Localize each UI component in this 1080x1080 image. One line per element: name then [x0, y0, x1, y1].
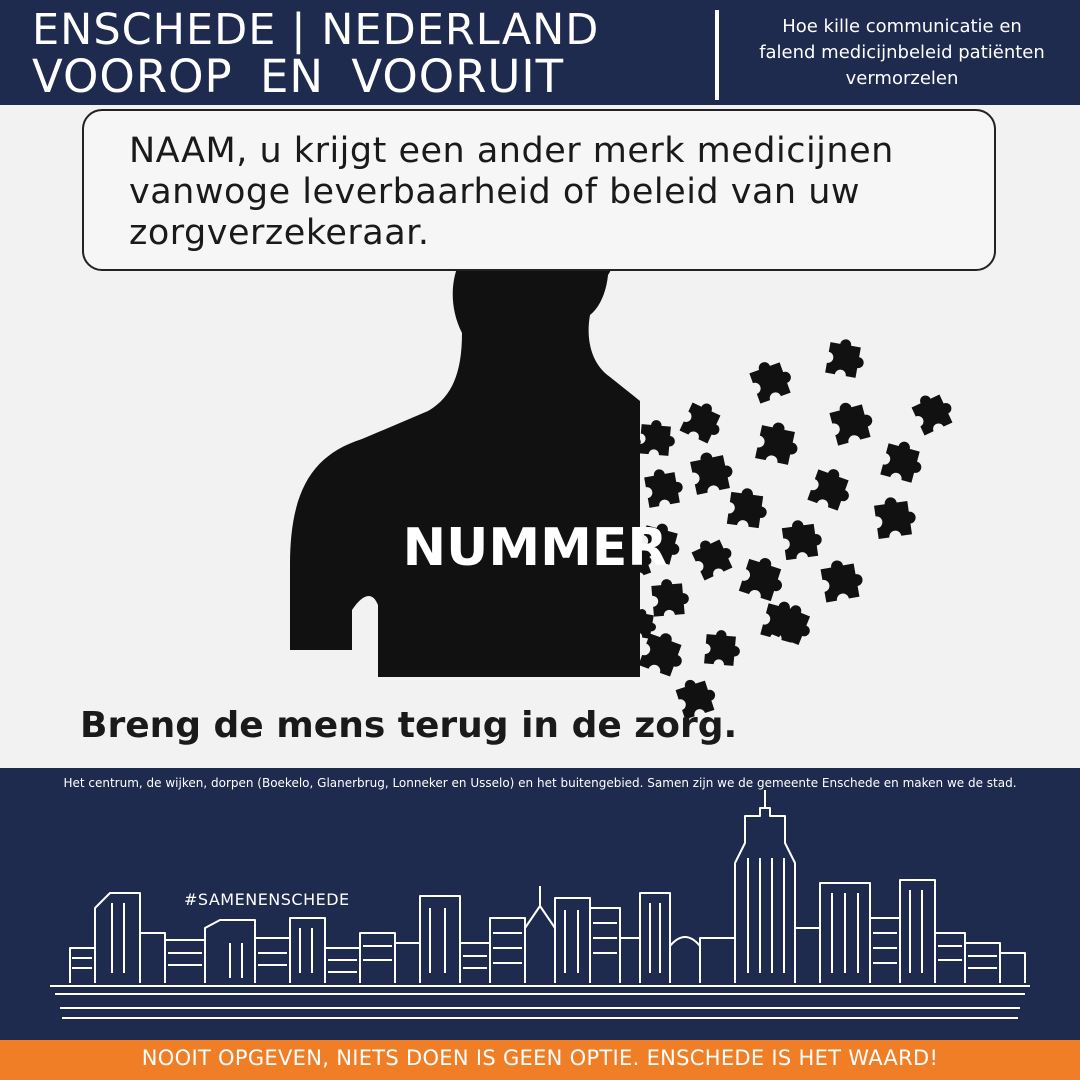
puzzle-piece-icon [747, 355, 796, 404]
puzzle-piece-icon [781, 517, 824, 560]
illustration-panel [0, 105, 1080, 768]
figure-label: NUMMER [402, 518, 668, 578]
puzzle-piece-icon [825, 337, 867, 379]
footer-text: NOOIT OPGEVEN, NIETS DOEN IS GEEN OPTIE. ENSCHEDE IS HET WAARD! [141, 1046, 939, 1070]
puzzle-piece-icon [680, 398, 728, 446]
slogan: Breng de mens terug in de zorg. [80, 705, 738, 746]
city-skyline-icon [0, 768, 1080, 1040]
puzzle-piece-icon [651, 577, 690, 616]
puzzle-piece-icon [704, 629, 742, 667]
footer-banner [0, 1040, 1080, 1080]
header-divider [715, 10, 719, 100]
puzzle-piece-icon [873, 494, 918, 539]
puzzle-piece-icon [828, 397, 876, 445]
speech-bubble [82, 109, 996, 271]
hashtag: #SAMENENSCHEDE [184, 890, 350, 909]
speech-bubble-text: NAAM, u krijgt een ander merk medicijnen vanwoge leverbaarheid of beleid van uw zorgverzekeraar. [129, 131, 894, 253]
puzzle-piece-icon [643, 466, 685, 508]
header-title-line2: VOOROP EN VOORUIT [32, 50, 565, 103]
puzzle-piece-icon [807, 464, 856, 513]
puzzle-piece-icon [909, 387, 957, 435]
header-banner [0, 0, 1080, 105]
header-title-line1: ENSCHEDE | NEDERLAND [32, 5, 600, 55]
puzzle-piece-icon [739, 553, 789, 603]
puzzle-piece-icon [689, 532, 737, 580]
puzzle-piece-icon [880, 438, 926, 484]
bottom-description: Het centrum, de wijken, dorpen (Boekelo, Glanerbrug, Lonneker en Usselo) en het buitengebied. Samen zijn we de gemeente Enschede en maken we de stad. [63, 776, 1017, 790]
header-tagline: Hoe kille communicatie en falend medicijnbeleid patiënten vermorzelen [759, 16, 1045, 89]
puzzle-piece-icon [727, 486, 770, 529]
puzzle-piece-icon [689, 448, 736, 495]
puzzle-piece-icon [639, 419, 677, 457]
bottom-panel [0, 768, 1080, 1040]
puzzle-piece-icon [755, 419, 802, 466]
puzzle-piece-icon [819, 557, 865, 603]
